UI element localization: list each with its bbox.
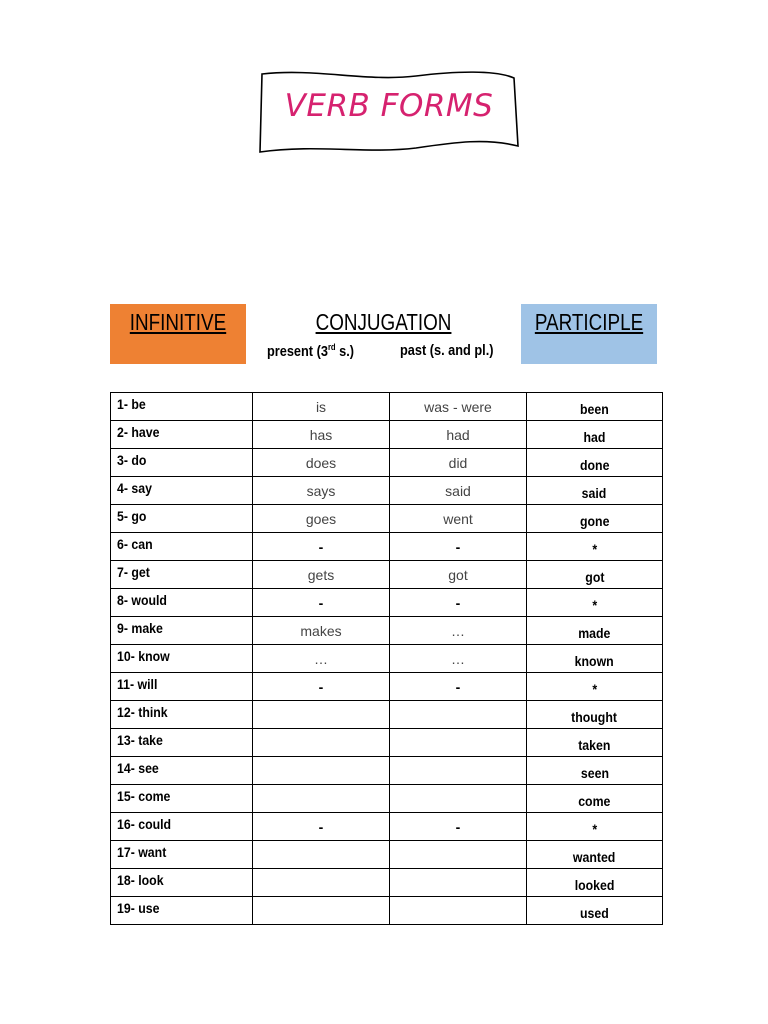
table-row (111, 505, 663, 533)
present-cell (253, 393, 390, 421)
participle-cell-text: made (578, 624, 611, 641)
participle-cell (527, 673, 663, 701)
infinitive-cell (111, 477, 253, 505)
participle-cell (527, 897, 663, 925)
participle-cell-text: * (592, 680, 597, 697)
participle-cell (527, 477, 663, 505)
past-cell (390, 673, 527, 701)
participle-cell-text: been (580, 400, 609, 417)
participle-cell (527, 533, 663, 561)
past-cell-text: said (445, 482, 471, 499)
present-cell-text: has (309, 426, 333, 443)
infinitive-cell-text: 19- use (117, 899, 160, 916)
table-row (111, 533, 663, 561)
present-cell-text: gets (307, 566, 335, 583)
infinitive-cell (111, 421, 253, 449)
conjugation-label: CONJUGATION (315, 309, 452, 335)
participle-cell-text: * (592, 820, 597, 837)
table-row (111, 617, 663, 645)
present-cell-text: goes (305, 510, 337, 527)
past-cell-text: - (455, 594, 461, 611)
present-subheader (267, 342, 354, 360)
infinitive-cell (111, 533, 253, 561)
table-row (111, 645, 663, 673)
infinitive-cell-text: 4- say (117, 479, 152, 496)
present-cell-text: - (318, 538, 324, 555)
past-cell (390, 729, 527, 757)
verb-table-body (111, 393, 663, 925)
participle-label: PARTICIPLE (534, 309, 644, 335)
table-row (111, 785, 663, 813)
present-cell (253, 757, 390, 785)
infinitive-cell (111, 757, 253, 785)
participle-cell (527, 449, 663, 477)
past-cell (390, 421, 527, 449)
participle-cell (527, 785, 663, 813)
present-sup: rd (327, 342, 336, 352)
participle-cell-text: taken (578, 736, 611, 753)
infinitive-cell (111, 841, 253, 869)
participle-cell (527, 841, 663, 869)
present-prefix: present (3 (267, 343, 328, 360)
present-cell (253, 645, 390, 673)
participle-cell-text: used (580, 904, 609, 921)
table-row (111, 421, 663, 449)
past-cell (390, 561, 527, 589)
infinitive-cell-text: 8- would (117, 591, 167, 608)
past-cell (390, 645, 527, 673)
participle-cell (527, 393, 663, 421)
present-cell (253, 785, 390, 813)
table-row (111, 393, 663, 421)
infinitive-cell-text: 13- take (117, 731, 163, 748)
infinitive-cell (111, 785, 253, 813)
past-cell-text: - (455, 538, 461, 555)
present-cell-text: is (315, 398, 327, 415)
past-cell (390, 869, 527, 897)
participle-cell (527, 421, 663, 449)
infinitive-cell-text: 2- have (117, 423, 160, 440)
participle-cell (527, 869, 663, 897)
past-cell-text: went (443, 510, 473, 527)
past-cell (390, 589, 527, 617)
present-cell (253, 477, 390, 505)
page-title: VERB FORMS (284, 88, 494, 124)
past-cell-text: - (455, 818, 461, 835)
participle-cell (527, 561, 663, 589)
infinitive-cell-text: 16- could (117, 815, 172, 832)
present-cell (253, 449, 390, 477)
infinitive-label: INFINITIVE (129, 309, 227, 335)
past-cell-text: … (451, 650, 465, 667)
title-banner (256, 66, 522, 158)
infinitive-cell (111, 393, 253, 421)
infinitive-cell-text: 10- know (117, 647, 170, 664)
infinitive-cell (111, 813, 253, 841)
infinitive-cell (111, 673, 253, 701)
present-cell-text: … (314, 650, 328, 667)
participle-cell-text: had (583, 428, 606, 445)
infinitive-cell (111, 701, 253, 729)
past-cell (390, 897, 527, 925)
participle-cell-text: * (592, 540, 597, 557)
participle-cell-text: come (578, 792, 611, 809)
past-cell (390, 813, 527, 841)
table-row (111, 897, 663, 925)
participle-cell-text: looked (574, 876, 615, 893)
verb-table (110, 392, 663, 925)
infinitive-header (110, 304, 246, 364)
present-cell-text: says (306, 482, 336, 499)
past-cell (390, 477, 527, 505)
participle-header (521, 304, 657, 364)
present-cell-text: does (305, 454, 337, 471)
participle-cell-text: seen (580, 764, 609, 781)
past-cell-text: got (448, 566, 468, 583)
past-cell-text: did (448, 454, 468, 471)
infinitive-cell-text: 11- will (117, 675, 158, 692)
present-cell-text: - (318, 818, 324, 835)
table-row (111, 449, 663, 477)
table-row (111, 701, 663, 729)
participle-cell (527, 729, 663, 757)
present-suffix: s.) (335, 343, 355, 360)
infinitive-cell (111, 449, 253, 477)
present-cell (253, 421, 390, 449)
present-cell-text: makes (300, 622, 342, 639)
infinitive-cell-text: 1- be (117, 395, 146, 412)
infinitive-cell-text: 12- think (117, 703, 168, 720)
participle-cell-text: got (584, 568, 605, 585)
past-cell (390, 533, 527, 561)
present-cell (253, 701, 390, 729)
infinitive-cell (111, 645, 253, 673)
present-cell (253, 813, 390, 841)
present-cell (253, 617, 390, 645)
present-cell (253, 589, 390, 617)
table-row (111, 869, 663, 897)
infinitive-cell (111, 589, 253, 617)
table-row (111, 729, 663, 757)
past-cell (390, 701, 527, 729)
participle-cell (527, 645, 663, 673)
table-row (111, 561, 663, 589)
infinitive-cell (111, 897, 253, 925)
present-cell-text: - (318, 678, 324, 695)
present-cell (253, 729, 390, 757)
present-cell (253, 673, 390, 701)
table-row (111, 589, 663, 617)
infinitive-cell-text: 6- can (117, 535, 153, 552)
past-cell-text: had (446, 426, 470, 443)
present-cell (253, 533, 390, 561)
table-row (111, 477, 663, 505)
participle-cell-text: done (579, 456, 610, 473)
past-cell (390, 757, 527, 785)
infinitive-cell-text: 17- want (117, 843, 167, 860)
infinitive-cell-text: 3- do (117, 451, 147, 468)
participle-cell (527, 617, 663, 645)
infinitive-cell (111, 561, 253, 589)
infinitive-cell-text: 7- get (117, 563, 150, 580)
present-cell (253, 561, 390, 589)
participle-cell-text: wanted (573, 848, 616, 865)
past-cell-text: - (455, 678, 461, 695)
past-cell (390, 785, 527, 813)
past-cell-text: was - were (424, 398, 492, 415)
infinitive-cell-text: 15- come (117, 787, 171, 804)
present-cell (253, 897, 390, 925)
past-cell (390, 617, 527, 645)
participle-cell (527, 757, 663, 785)
table-row (111, 841, 663, 869)
present-cell (253, 505, 390, 533)
participle-cell (527, 589, 663, 617)
present-cell-text: - (318, 594, 324, 611)
past-subheader: past (s. and pl.) (400, 342, 494, 359)
present-cell (253, 869, 390, 897)
infinitive-cell (111, 869, 253, 897)
infinitive-cell (111, 617, 253, 645)
participle-cell-text: thought (571, 708, 618, 725)
table-row (111, 813, 663, 841)
participle-cell (527, 701, 663, 729)
table-row (111, 757, 663, 785)
table-row (111, 673, 663, 701)
participle-cell-text: known (574, 652, 615, 669)
participle-cell-text: said (582, 484, 607, 501)
past-cell (390, 449, 527, 477)
infinitive-cell-text: 5- go (117, 507, 147, 524)
infinitive-cell-text: 14- see (117, 759, 159, 776)
participle-cell (527, 813, 663, 841)
past-cell (390, 505, 527, 533)
participle-cell-text: gone (579, 512, 610, 529)
infinitive-cell-text: 18- look (117, 871, 164, 888)
present-cell (253, 841, 390, 869)
infinitive-cell (111, 729, 253, 757)
infinitive-cell-text: 9- make (117, 619, 163, 636)
past-cell-text: … (451, 622, 465, 639)
infinitive-cell (111, 505, 253, 533)
participle-cell-text: * (592, 596, 597, 613)
past-cell (390, 393, 527, 421)
participle-cell (527, 505, 663, 533)
past-cell (390, 841, 527, 869)
